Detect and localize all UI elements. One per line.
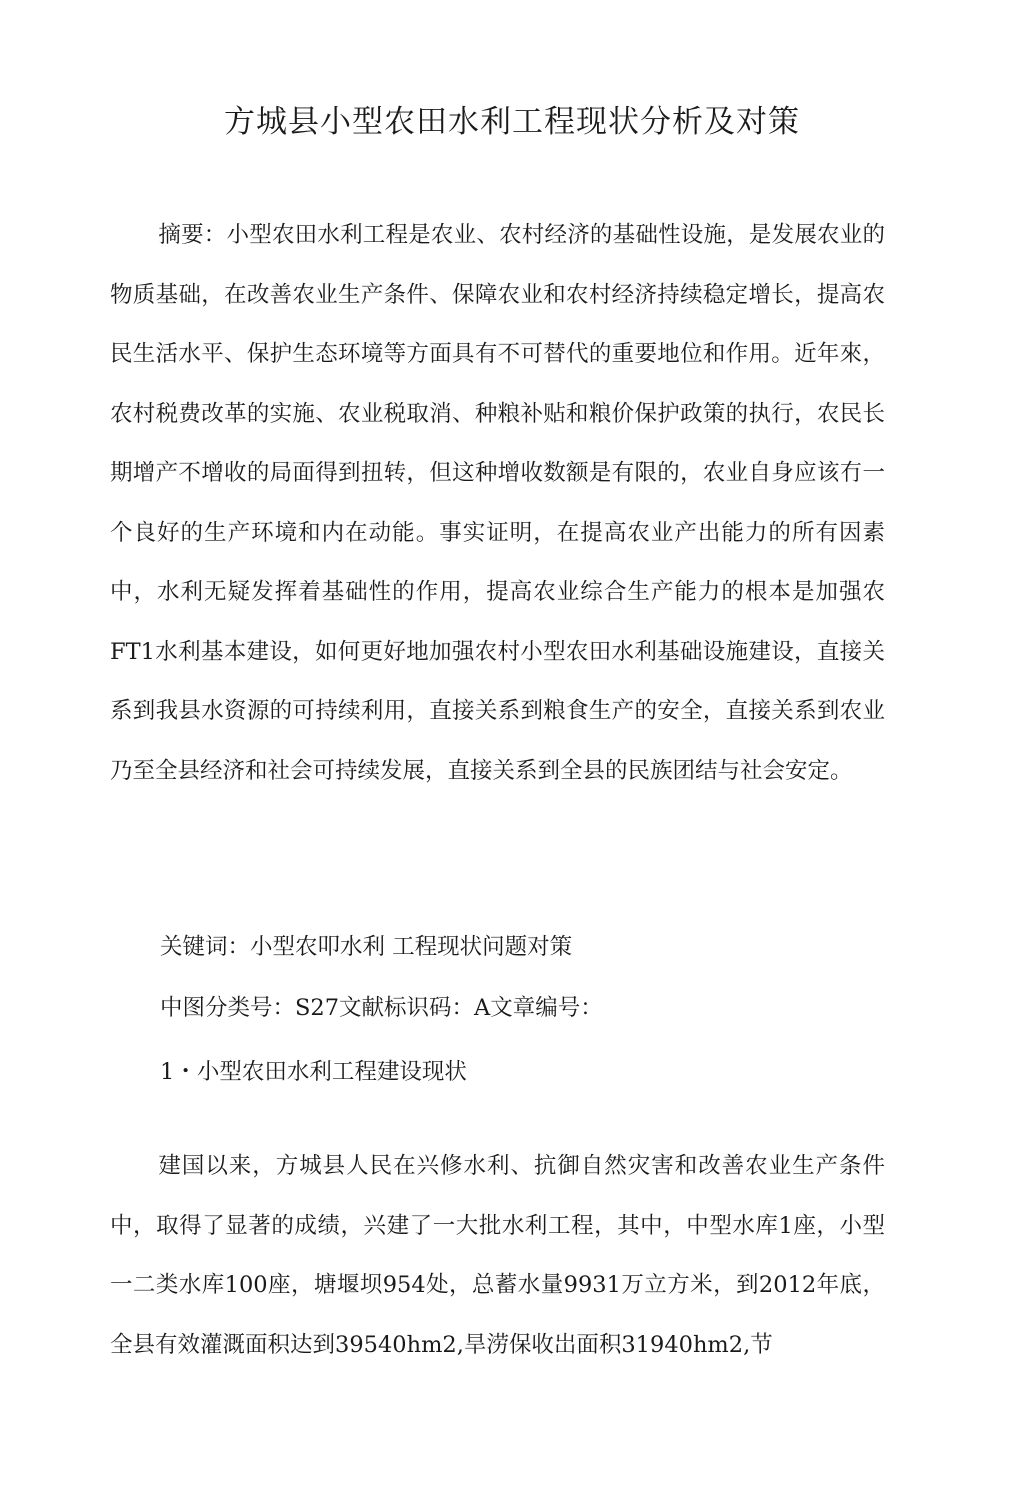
section-heading: 1・小型农田水利工程建设现状 <box>160 1059 467 1085</box>
document-title: 方城县小型农田水利工程现状分析及对策 <box>224 104 800 140</box>
body-paragraph: 建国以来，方城县人民在兴修水利、抗御自然灾害和改善农业生产条件中，取得了显著的成绩，兴建了一大批水利工程，其中，中型水库1座，小型一二类水库100座，塘堰坝954处，总蓄水量9931万立方米，到2012年底，全县有效灌溉面积达到39540hm2,旱涝保收岀面积31940hm2,节 <box>110 1153 885 1358</box>
keywords-line: 关键词：小型农叩水利 工程现状问题对策 <box>160 934 573 960</box>
classification-line: 中图分类号：S27文献标识码：A文章编号： <box>160 995 603 1021</box>
abstract-paragraph: 摘要：小型农田水利工程是农业、农村经济的基础性设施，是发展农业的物质基础，在改善农业生产条件、保障农业和农村经济持续稳定增长，提高农民生活水平、保护生态环境等方面具有不可替代的重要地位和作用。近年來，农村税费改革的实施、农业税取消、种粮补贴和粮价保护政策的执行，农民长期增产不增收的局面得到扭转，但这种增收数额是有限的，农业自身应该冇一个良好的生产环境和内在动能。事实证明，在提高农业产出能力的所有因素中，水利无疑发挥着基础性的作用，提高农业综合生产能力的根本是加强农FT1水利基本建设，如何更好地加强农村小型农田水利基础设施建设，直接关系到我县水资源的可持续利用，直接关系到粮食生产的安全，直接关系到农业乃至全县经济和社会可持续发展，直接关系到全县的民族团结与社会安定。 <box>110 222 885 784</box>
